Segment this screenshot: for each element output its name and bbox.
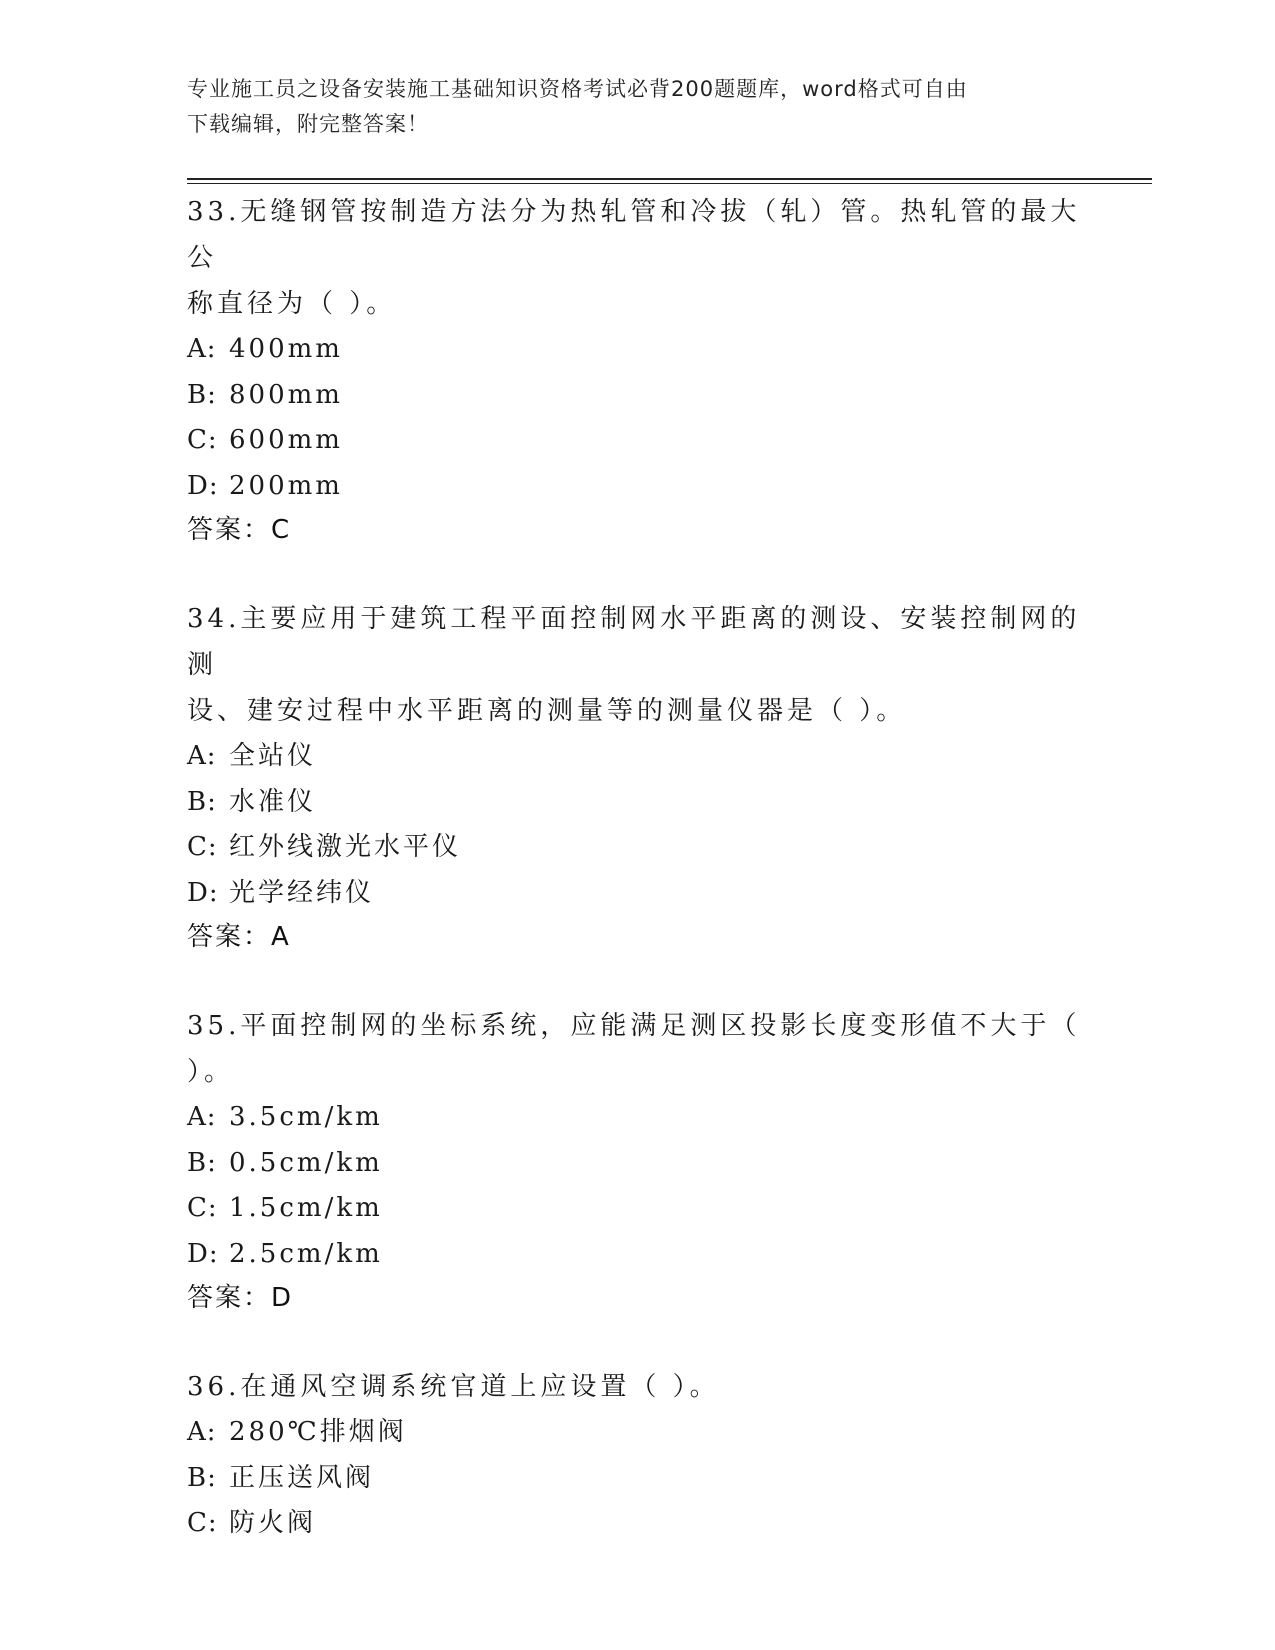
option-text: 400mm (229, 334, 343, 364)
option-a (187, 327, 1087, 373)
option-text: 全站仪 (229, 741, 317, 771)
option-letter: C: (187, 1193, 218, 1223)
option-d (187, 1232, 1087, 1278)
option-letter: D: (187, 1238, 219, 1269)
question-text-line: 34.主要应用于建筑工程平面控制网水平距离的测设、安装控制网的测 (187, 604, 1081, 680)
option-text: 280℃排烟阀 (229, 1417, 407, 1447)
option-text: 红外线激光水平仪 (229, 832, 462, 862)
option-c (187, 825, 1087, 871)
question-text-line: 33.无缝钢管按制造方法分为热轧管和冷拔（轧）管。热轧管的最大公 (187, 197, 1081, 273)
option-text: 200mm (229, 470, 343, 501)
option-letter: A: (187, 334, 217, 364)
option-letter: B: (187, 786, 217, 817)
option-c (187, 418, 1087, 464)
option-letter: D: (187, 470, 219, 501)
option-d (187, 464, 1087, 510)
option-letter: B: (187, 1462, 217, 1493)
option-c (187, 1501, 1087, 1547)
option-b (187, 1141, 1087, 1187)
answer: 答案：C (187, 515, 292, 545)
option-letter: D: (187, 877, 219, 908)
option-text: 光学经纬仪 (229, 877, 375, 908)
option-text: 600mm (229, 425, 343, 455)
option-d (187, 871, 1087, 917)
option-text: 2.5cm/km (229, 1238, 383, 1269)
question-34 (187, 596, 1087, 958)
question-35 (187, 1003, 1087, 1319)
option-text: 正压送风阀 (229, 1462, 375, 1493)
option-text: 防火阀 (229, 1508, 317, 1538)
option-a (187, 1095, 1087, 1141)
question-text-line: ）。 (187, 1057, 235, 1087)
answer: 答案：A (187, 922, 291, 952)
option-c (187, 1186, 1087, 1232)
option-b (187, 780, 1087, 826)
option-letter: C: (187, 832, 218, 862)
answer: 答案：D (187, 1283, 294, 1313)
option-b (187, 1456, 1087, 1502)
option-letter: B: (187, 379, 217, 410)
option-letter: A: (187, 1417, 217, 1447)
option-b (187, 373, 1087, 419)
option-letter: A: (187, 1102, 217, 1132)
header-rule-thin (187, 183, 1152, 184)
question-text-line: 35.平面控制网的坐标系统，应能满足测区投影长度变形值不大于（ (187, 1011, 1081, 1041)
question-36 (187, 1364, 1087, 1547)
question-33 (187, 189, 1087, 551)
option-text: 3.5cm/km (229, 1102, 383, 1132)
question-text-line: 36.在通风空调系统官道上应设置（ ）。 (187, 1372, 720, 1402)
option-text: 水准仪 (229, 786, 317, 817)
question-list (187, 189, 1087, 1592)
option-text: 1.5cm/km (229, 1193, 383, 1223)
question-text-line: 设、建安过程中水平距离的测量等的测量仪器是（ ）。 (187, 696, 907, 726)
header-line-2: 下载编辑，附完整答案！ (187, 112, 429, 136)
question-text-line: 称直径为（ ）。 (187, 289, 397, 319)
header-rule-thick (187, 178, 1152, 180)
option-letter: B: (187, 1147, 217, 1178)
document-header (187, 72, 1067, 142)
option-letter: A: (187, 741, 217, 771)
option-text: 800mm (229, 379, 343, 410)
option-letter: C: (187, 1508, 218, 1538)
option-a (187, 1410, 1087, 1456)
option-text: 0.5cm/km (229, 1147, 383, 1178)
option-letter: C: (187, 425, 218, 455)
header-line-1: 专业施工员之设备安装施工基础知识资格考试必背200题题库，word格式可自由 (187, 77, 968, 101)
option-a (187, 734, 1087, 780)
